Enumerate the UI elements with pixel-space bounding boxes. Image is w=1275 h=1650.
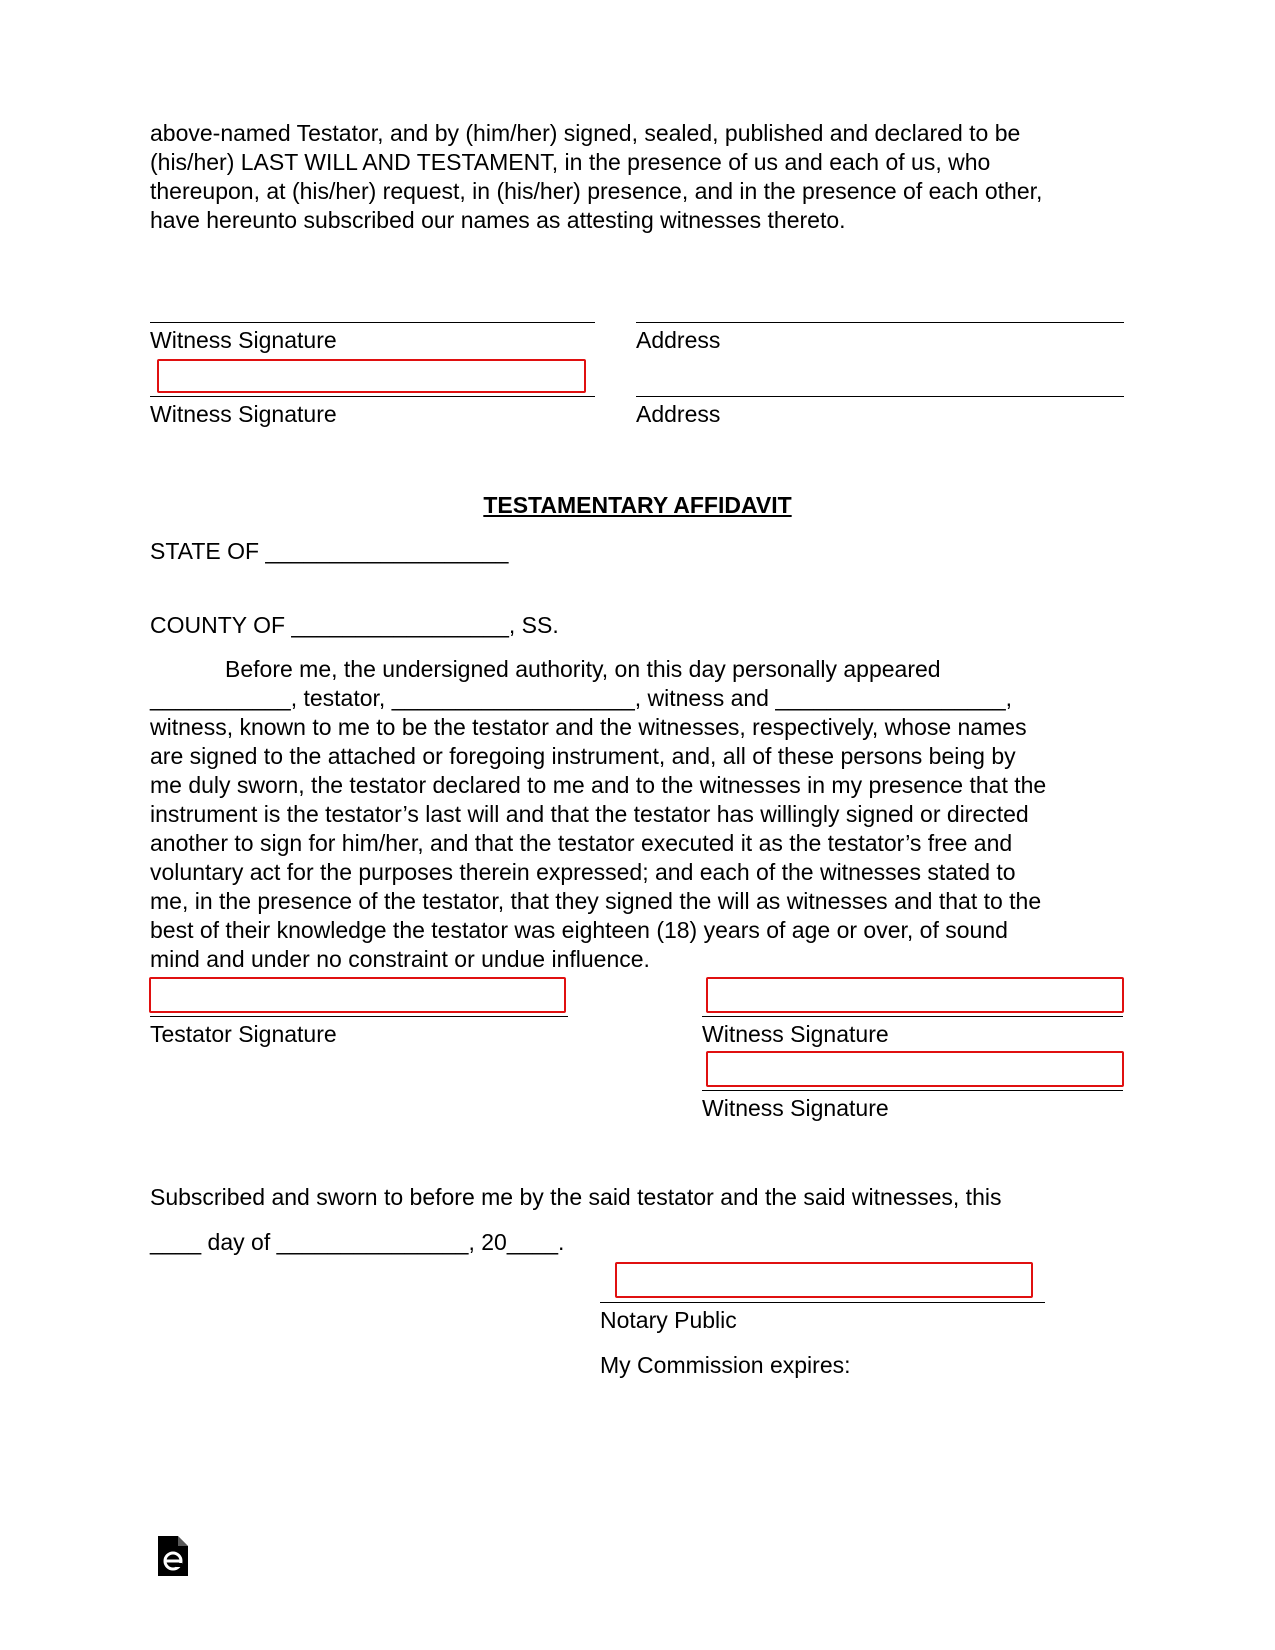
body-line: instrument is the testator’s last will and that the testator has willingly signed or directed	[150, 801, 1029, 827]
intro-line: above-named Testator, and by (him/her) signed, sealed, published and declared to be	[150, 120, 1021, 146]
notary-signature-field[interactable]	[615, 1262, 1033, 1298]
address-label-2: Address	[636, 401, 721, 427]
affidavit-heading: TESTAMENTARY AFFIDAVIT	[483, 492, 792, 518]
address-line-1[interactable]	[636, 322, 1124, 323]
body-line: me, in the presence of the testator, that they signed the will as witnesses and that to the	[150, 888, 1042, 914]
intro-line: have hereunto subscribed our names as attesting witnesses thereto.	[150, 207, 846, 233]
body-line: mind and under no constraint or undue influence.	[150, 946, 650, 972]
date-line: ____ day of _______________, 20____.	[150, 1229, 565, 1255]
witness-signature-label-b: Witness Signature	[702, 1095, 889, 1121]
notary-signature-line	[600, 1302, 1045, 1303]
body-line: another to sign for him/her, and that the testator executed it as the testator’s free and	[150, 830, 1013, 856]
body-line: Before me, the undersigned authority, on this day personally appeared	[225, 656, 941, 682]
commission-expires-label: My Commission expires:	[600, 1352, 851, 1378]
witness-signature-line-2	[150, 396, 595, 397]
intro-line: thereupon, at (his/her) request, in (his/her) presence, and in the presence of each other,	[150, 178, 1043, 204]
subscribed-line: Subscribed and sworn to before me by the said testator and the said witnesses, this	[150, 1184, 1002, 1210]
document-e-logo-icon	[158, 1536, 188, 1576]
intro-line: (his/her) LAST WILL AND TESTAMENT, in the presence of us and each of us, who	[150, 149, 991, 175]
testator-signature-field[interactable]	[149, 977, 566, 1013]
testator-signature-line	[150, 1016, 568, 1017]
witness-signature-label-1: Witness Signature	[150, 327, 337, 353]
address-label-1: Address	[636, 327, 721, 353]
notary-public-label: Notary Public	[600, 1307, 737, 1333]
state-of-line: STATE OF ___________________	[150, 538, 509, 564]
witness-signature-line-b	[702, 1090, 1123, 1091]
witness-signature-field-b[interactable]	[706, 1051, 1124, 1087]
witness-signature-field-2[interactable]	[157, 359, 586, 393]
testator-signature-label: Testator Signature	[150, 1021, 337, 1047]
witness-signature-label-a: Witness Signature	[702, 1021, 889, 1047]
witness-signature-field-a[interactable]	[706, 977, 1124, 1013]
county-of-line: COUNTY OF _________________, SS.	[150, 612, 559, 638]
address-line-2[interactable]	[636, 396, 1124, 397]
body-line: witness, known to me to be the testator and the witnesses, respectively, whose names	[150, 714, 1027, 740]
witness-signature-line-a	[702, 1016, 1123, 1017]
body-line: me duly sworn, the testator declared to me and to the witnesses in my presence that the	[150, 772, 1047, 798]
witness-signature-label-2: Witness Signature	[150, 401, 337, 427]
body-line: best of their knowledge the testator was eighteen (18) years of age or over, of sound	[150, 917, 1008, 943]
body-line: voluntary act for the purposes therein expressed; and each of the witnesses stated to	[150, 859, 1016, 885]
witness-signature-line-1[interactable]	[150, 322, 595, 323]
body-line: are signed to the attached or foregoing instrument, and, all of these persons being by	[150, 743, 1016, 769]
body-line: ___________, testator, ___________________, witness and __________________,	[150, 685, 1013, 711]
